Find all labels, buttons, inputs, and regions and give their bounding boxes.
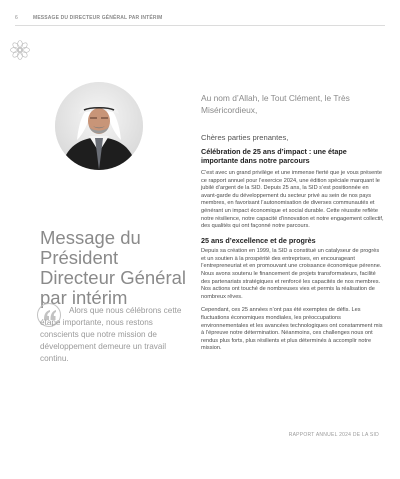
title-line: Président: [40, 247, 119, 268]
section-heading: Célébration de 25 ans d’impact : une étape importante dans notre parcours: [201, 147, 347, 165]
section-title: MESSAGE DU DIRECTEUR GÉNÉRAL PAR INTÉRIM: [33, 15, 163, 21]
pull-quote: [40, 305, 192, 365]
letter-column: [201, 92, 384, 353]
header-divider: [15, 25, 385, 26]
paragraph: Cependant, ces 25 années n’ont pas été exemptes de défis. Les fluctuations économiques mondiales, les préoccupations environnementales et les avancées technologiques ont constamment mis à l’épreuve notre détermination. Néanmoins, ces challenges nous ont rendus plus forts, plus résilients et plus déterminés à accomplir notre mission.: [201, 307, 383, 352]
title-line: Message du: [40, 227, 141, 248]
page-number: 6: [15, 15, 18, 21]
portrait-photo: [55, 82, 143, 170]
paragraph: Depuis sa création en 1999, la SID a constitué un catalyseur de progrès et un soutien à la prospérité des entreprises, en encourageant l’entrepreneuriat et en promouvant une croissance économique pérenne. Nous avons soutenu le financement de projets transformateurs, facilité des partenariats stratégiques et renforcé les capacités de nos membres. Nos actions ont touché de nombreuses vies et permis la réalisation de nombreux rêves.: [201, 248, 382, 300]
title-line: Directeur Général: [40, 267, 187, 288]
geometric-flower-emblem-icon: [8, 38, 32, 62]
pull-quote-text: Alors que nous célébrons cette étape importante, nous restons conscients que notre mission de développement demeure un travail continu.: [40, 306, 182, 363]
salutation: Chères parties prenantes,: [201, 133, 289, 142]
page-header: [15, 13, 385, 23]
section-heading: 25 ans d’excellence et de progrès: [201, 235, 316, 245]
title-line: par intérim: [40, 287, 128, 308]
greeting: Au nom d’Allah, le Tout Clément, le Très Miséricordieux,: [201, 93, 350, 115]
page-footer: RAPPORT ANNUEL 2024 DE LA SID: [288, 432, 379, 438]
paragraph: C’est avec un grand privilège et une immense fierté que je vous présente ce rapport annuel pour l’exercice 2024, une édition spéciale marquant le jubilé d’argent de la SID. Depuis 25 ans, la SID s’est positionnée en avant-garde du développement du secteur privé au sein de nos pays membres, en favorisant l’autonomisation de diverses communautés et générant un impact économique et social durable. Cette réussite reflète notre résilience, notre capacité d’innovation et notre engagement collectif, des qualités qui ont façonné notre parcours.: [201, 170, 384, 230]
page-title: [40, 228, 200, 308]
